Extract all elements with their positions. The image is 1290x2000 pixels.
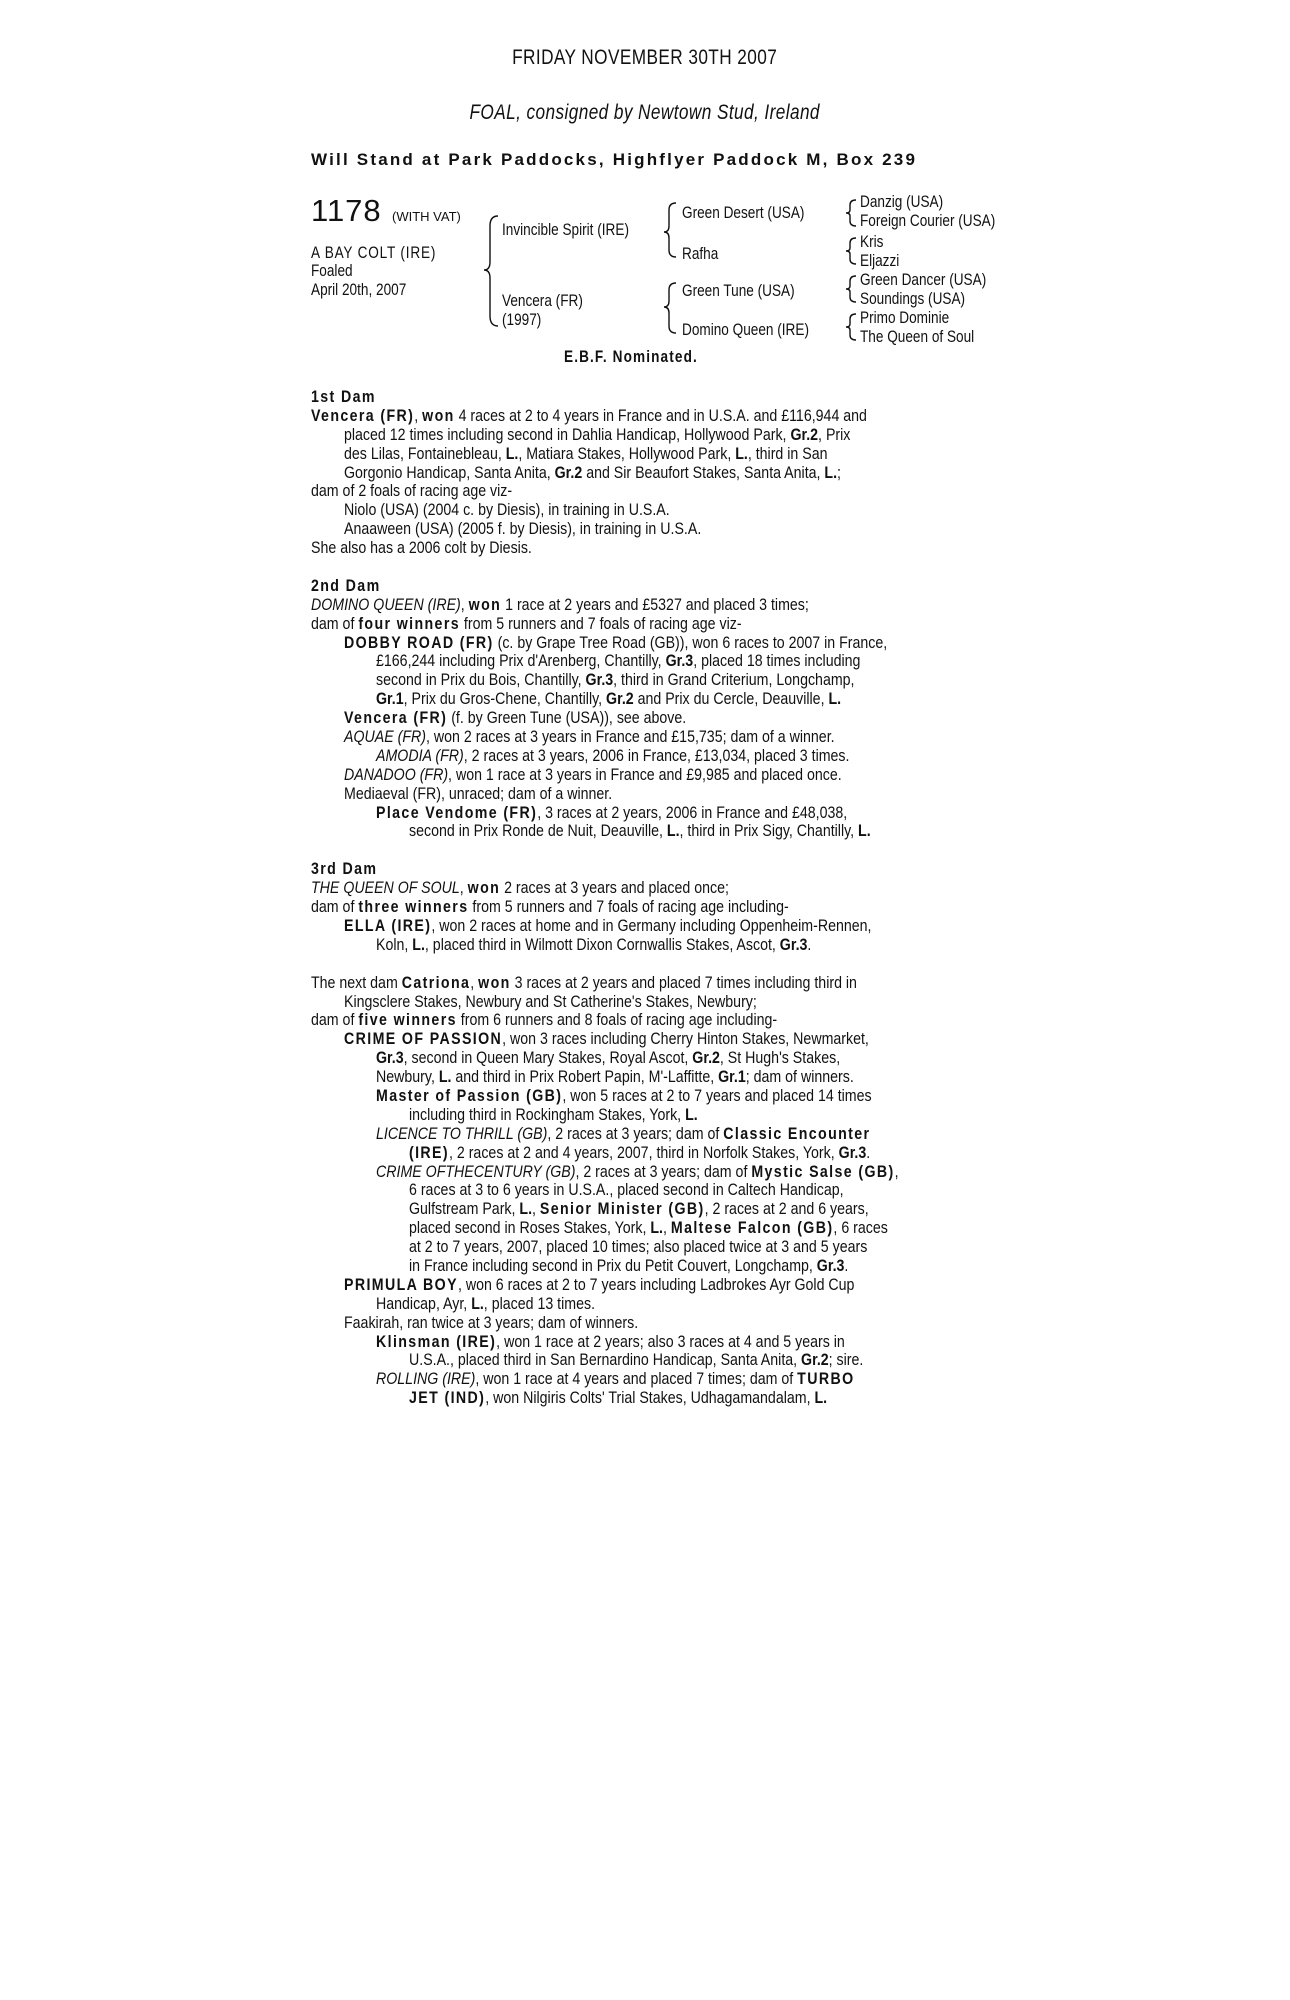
brace-gen1 — [484, 216, 498, 326]
sale-date: FRIDAY NOVEMBER 30TH 2007 — [512, 46, 778, 69]
ancestor-4: Eljazzi — [860, 251, 900, 270]
foaled-date: April 20th, 2007 — [311, 280, 407, 299]
ancestor-3: Kris — [860, 232, 884, 251]
ancestor-6: Soundings (USA) — [860, 289, 966, 308]
ancestor-1: Danzig (USA) — [860, 192, 944, 211]
next-dam-line: dam of five winners from 6 runners and 8 foals of racing age including- — [311, 1011, 778, 1030]
third-dam-line: ELLA (IRE), won 2 races at home and in Germany including Oppenheim-Rennen, — [344, 916, 872, 935]
first-dam-line: Anaaween (USA) (2005 f. by Diesis), in training in U.S.A. — [344, 520, 702, 539]
second-dam-heading: 2nd Dam — [311, 576, 381, 595]
next-dam-line: CRIME OF PASSION, won 3 races including Cherry Hinton Stakes, Newmarket, — [344, 1030, 869, 1049]
stand-location: Will Stand at Park Paddocks, Highflyer Paddock M, Box 239 — [311, 150, 918, 169]
second-dam-line: Gr.1, Prix du Gros-Chene, Chantilly, Gr.2 and Prix du Cercle, Deauville, L. — [376, 690, 842, 709]
brace-g3-3 — [846, 276, 856, 302]
dam-sire-name: Green Tune (USA) — [682, 281, 795, 300]
next-dam-line: Faakirah, ran twice at 3 years; dam of winners. — [344, 1313, 639, 1332]
next-dam-line: CRIME OFTHECENTURY (GB), 2 races at 3 years; dam of Mystic Salse (GB), — [376, 1162, 899, 1181]
next-dam-line: including third in Rockingham Stakes, York, L. — [409, 1105, 698, 1124]
next-dam-line: U.S.A., placed third in San Bernardino Handicap, Santa Anita, Gr.2; sire. — [409, 1351, 864, 1370]
produce-record — [311, 388, 991, 1408]
second-dam-line: dam of four winners from 5 runners and 7 foals of racing age viz- — [311, 614, 742, 633]
next-dam-line: Kingsclere Stakes, Newbury and St Catherine's Stakes, Newbury; — [344, 992, 757, 1011]
first-dam-line: dam of 2 foals of racing age viz- — [311, 482, 513, 501]
third-dam-line: THE QUEEN OF SOUL, won 2 races at 3 years and placed once; — [311, 879, 729, 898]
next-dam-line: ROLLING (IRE), won 1 race at 4 years and placed 7 times; dam of TURBO — [376, 1370, 855, 1389]
brace-g3-4 — [846, 314, 856, 340]
second-dam-line: DOBBY ROAD (FR) (c. by Grape Tree Road (GB)), won 6 races to 2007 in France, — [344, 633, 888, 652]
third-dam-line: dam of three winners from 5 runners and 7 foals of racing age including- — [311, 898, 789, 917]
foaled-label: Foaled — [311, 261, 353, 280]
next-dam-line: LICENCE TO THRILL (GB), 2 races at 3 years; dam of Classic Encounter — [376, 1124, 871, 1143]
next-dam-line: JET (IND), won Nilgiris Colts' Trial Stakes, Udhagamandalam, L. — [409, 1389, 828, 1408]
consignor-line: FOAL, consigned by Newtown Stud, Ireland — [469, 101, 821, 124]
brace-g3-1 — [846, 200, 856, 226]
second-dam-line: AQUAE (FR), won 2 races at 3 years in France and £15,735; dam of a winner. — [344, 728, 835, 747]
ancestor-5: Green Dancer (USA) — [860, 270, 987, 289]
dam-name: Vencera (FR) — [502, 291, 583, 310]
second-dam-line: Vencera (FR) (f. by Green Tune (USA)), see above. — [344, 709, 687, 728]
ancestor-7: Primo Dominie — [860, 308, 950, 327]
next-dam-line: in France including second in Prix du Petit Couvert, Longchamp, Gr.3. — [409, 1256, 849, 1275]
next-dam-line: Gr.3, second in Queen Mary Stakes, Royal Ascot, Gr.2, St Hugh's Stakes, — [376, 1049, 841, 1068]
brace-g3-2 — [846, 238, 856, 264]
next-dam-line: Master of Passion (GB), won 5 races at 2 to 7 years and placed 14 times — [376, 1086, 872, 1105]
third-dam-heading: 3rd Dam — [311, 860, 378, 879]
dam-dam-name: Domino Queen (IRE) — [682, 320, 809, 339]
next-dam-line: PRIMULA BOY, won 6 races at 2 to 7 years including Ladbrokes Ayr Gold Cup — [344, 1275, 855, 1294]
ancestor-8: The Queen of Soul — [860, 327, 975, 346]
lot-description: A BAY COLT (IRE) — [311, 243, 437, 262]
next-dam-line: Newbury, L. and third in Prix Robert Papin, M'-Laffitte, Gr.1; dam of winners. — [376, 1068, 854, 1087]
second-dam-line: Place Vendome (FR), 3 races at 2 years, 2006 in France and £48,038, — [376, 803, 848, 822]
next-dam-line: (IRE), 2 races at 2 and 4 years, 2007, third in Norfolk Stakes, York, Gr.3. — [409, 1143, 871, 1162]
second-dam-line: AMODIA (FR), 2 races at 3 years, 2006 in France, £13,034, placed 3 times. — [376, 746, 850, 765]
next-dam-line: Handicap, Ayr, L., placed 13 times. — [376, 1294, 596, 1313]
next-dam-line: placed second in Roses Stakes, York, L., Maltese Falcon (GB), 6 races — [409, 1219, 888, 1238]
second-dam-line: second in Prix Ronde de Nuit, Deauville, L., third in Prix Sigy, Chantilly, L. — [409, 822, 871, 841]
ebf-nomination: E.B.F. Nominated. — [564, 347, 698, 366]
first-dam-line: She also has a 2006 colt by Diesis. — [311, 539, 532, 558]
first-dam-line: Gorgonio Handicap, Santa Anita, Gr.2 and Sir Beaufort Stakes, Santa Anita, L.; — [344, 463, 841, 482]
dam-year: (1997) — [502, 310, 542, 329]
second-dam-line: DANADOO (FR), won 1 race at 3 years in France and £9,985 and placed once. — [344, 765, 842, 784]
lot-number: 1178 — [311, 193, 382, 228]
second-dam-line: £166,244 including Prix d'Arenberg, Chantilly, Gr.3, placed 18 times including — [376, 652, 861, 671]
ancestor-2: Foreign Courier (USA) — [860, 211, 996, 230]
next-dam-line: 6 races at 3 to 6 years in U.S.A., placed second in Caltech Handicap, — [409, 1181, 844, 1200]
first-dam-heading: 1st Dam — [311, 388, 376, 406]
vat-note: (WITH VAT) — [392, 209, 461, 224]
sire-sire-name: Green Desert (USA) — [682, 203, 805, 222]
first-dam-line: Vencera (FR), won 4 races at 2 to 4 years in France and in U.S.A. and £116,944 and — [311, 406, 867, 425]
second-dam-line: Mediaeval (FR), unraced; dam of a winner. — [344, 784, 613, 803]
sire-dam-name: Rafha — [682, 244, 719, 263]
second-dam-line: second in Prix du Bois, Chantilly, Gr.3, third in Grand Criterium, Longchamp, — [376, 671, 855, 690]
brace-sire — [664, 203, 676, 257]
next-dam-line: Gulfstream Park, L., Senior Minister (GB), 2 races at 2 and 6 years, — [409, 1200, 869, 1219]
next-dam-line: Klinsman (IRE), won 1 race at 2 years; also 3 races at 4 and 5 years in — [376, 1332, 845, 1351]
first-dam-line: placed 12 times including second in Dahlia Handicap, Hollywood Park, Gr.2, Prix — [344, 425, 851, 444]
next-dam-line: The next dam Catriona, won 3 races at 2 years and placed 7 times including third in — [311, 973, 857, 992]
sire-name: Invincible Spirit (IRE) — [502, 220, 629, 239]
brace-dam — [664, 283, 676, 333]
first-dam-line: Niolo (USA) (2004 c. by Diesis), in training in U.S.A. — [344, 501, 670, 520]
pedigree-brackets — [0, 0, 1290, 360]
next-dam-line: at 2 to 7 years, 2007, placed 10 times; also placed twice at 3 and 5 years — [409, 1238, 868, 1257]
second-dam-line: DOMINO QUEEN (IRE), won 1 race at 2 years and £5327 and placed 3 times; — [311, 595, 809, 614]
third-dam-line: Koln, L., placed third in Wilmott Dixon Cornwallis Stakes, Ascot, Gr.3. — [376, 935, 812, 954]
first-dam-line: des Lilas, Fontainebleau, L., Matiara Stakes, Hollywood Park, L., third in San — [344, 444, 828, 463]
